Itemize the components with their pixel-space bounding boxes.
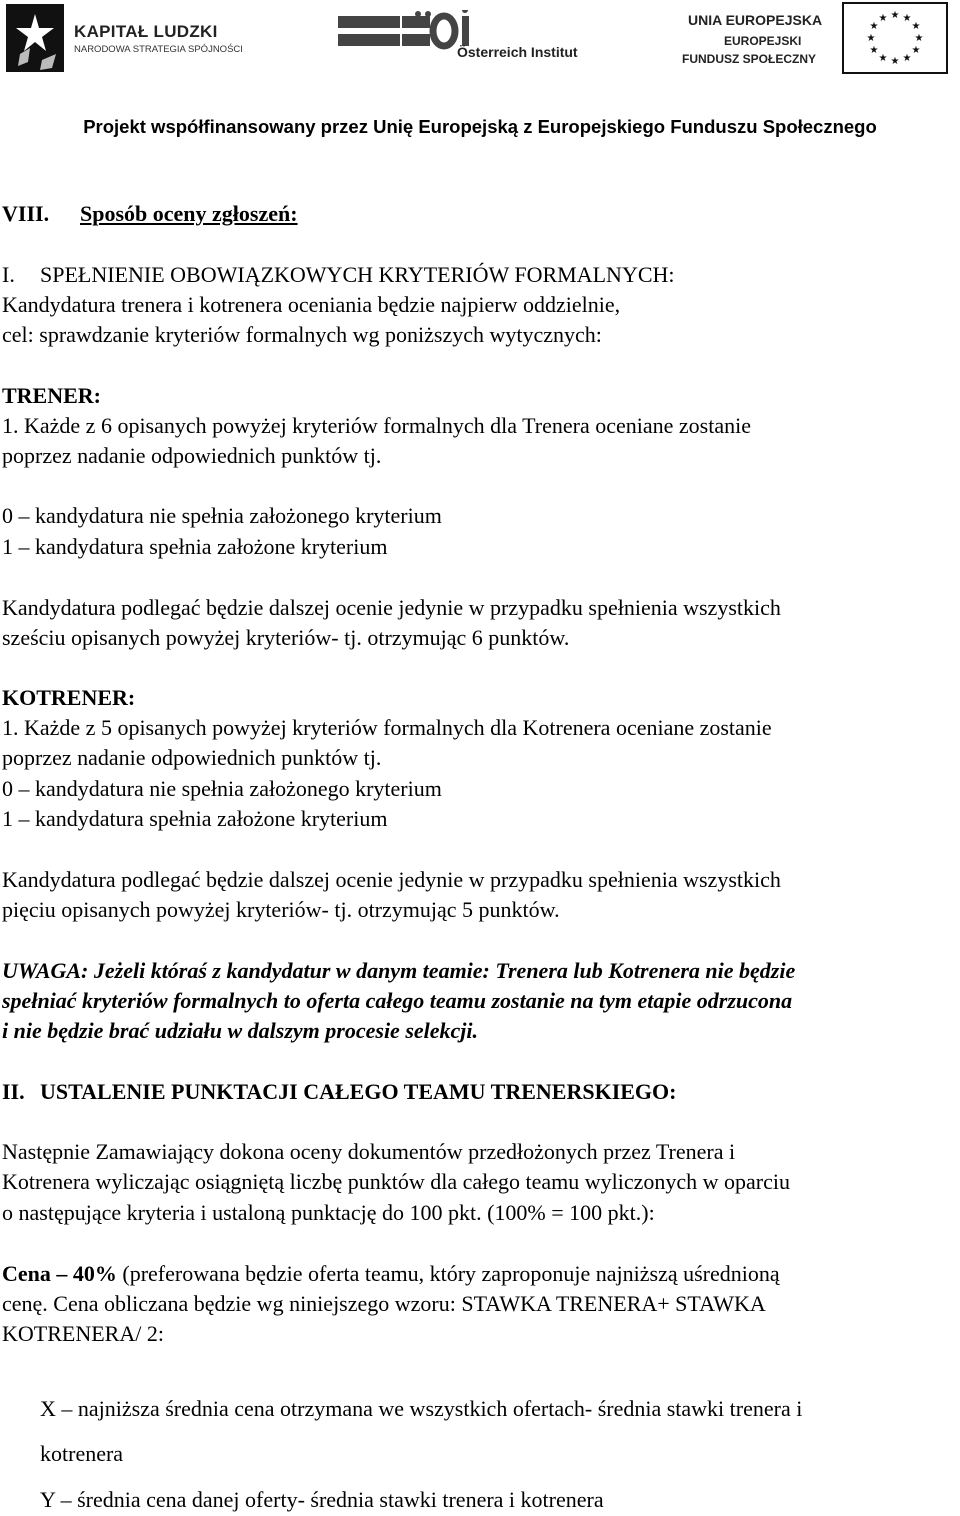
kotrener-paragraph2-line2: pięciu opisanych powyżej kryteriów- tj. otrzymując 5 punktów. xyxy=(2,897,560,922)
trener-paragraph2-line2: sześciu opisanych powyżej kryteriów- tj. otrzymując 6 punktów. xyxy=(2,625,570,650)
trener-label: TRENER: xyxy=(2,383,102,408)
project-funding-line: Projekt współfinansowany przez Unię Europejską z Europejskiego Funduszu Społecznego xyxy=(83,116,877,137)
part1-intro-line1: Kandydatura trenera i kotrenera oceniania będzie najpierw oddzielnie, xyxy=(2,292,621,317)
trener-paragraph1-line1: 1. Każde z 6 opisanych powyżej kryteriów formalnych dla Trenera oceniane zostanie xyxy=(2,413,751,438)
svg-text:★: ★ xyxy=(890,56,900,67)
part2-paragraph1-line1: Następnie Zamawiający dokona oceny dokumentów przedłożonych przez Trenera i xyxy=(2,1139,736,1164)
uwaga-line3: i nie będzie brać udziału w dalszym procesie selekcji. xyxy=(2,1018,479,1043)
part1-number: I. xyxy=(2,262,15,287)
svg-text:★: ★ xyxy=(911,45,921,56)
kapital-ludzki-subtitle: NARODOWA STRATEGIA SPÓJNOŚCI xyxy=(74,44,243,55)
trener-score-1: 1 – kandydatura spełnia założone kryterium xyxy=(2,534,388,559)
ue-line-1: UNIA EUROPEJSKA xyxy=(688,12,823,28)
part2-paragraph1-line3: o następujące kryteria i ustaloną punktację do 100 pkt. (100% = 100 pkt.): xyxy=(2,1200,655,1225)
part2-heading: USTALENIE PUNKTACJI CAŁEGO TEAMU TRENERSKIEGO: xyxy=(40,1079,677,1104)
uwaga-line2: spełniać kryteriów formalnych to oferta całego teamu zostanie na tym etapie odrzucona xyxy=(2,988,793,1013)
x-definition-line2: kotrenera xyxy=(40,1441,124,1466)
eu-flag-icon xyxy=(842,2,948,74)
cena-label: Cena – 40% xyxy=(2,1261,117,1286)
part1-heading: SPEŁNIENIE OBOWIĄZKOWYCH KRYTERIÓW FORMALNYCH: xyxy=(40,262,675,287)
kotrener-paragraph2-line1: Kandydatura podlegać będzie dalszej ocenie jedynie w przypadku spełnienia wszystkich xyxy=(2,867,781,892)
part2-paragraph1-line2: Kotrenera wyliczając osiągniętą liczbę punktów dla całego teamu wyliczonych w oparciu xyxy=(2,1169,791,1194)
svg-text:★: ★ xyxy=(869,45,879,56)
svg-text:★: ★ xyxy=(902,13,912,24)
kapital-ludzki-title: KAPITAŁ LUDZKI xyxy=(74,22,218,41)
svg-text:★: ★ xyxy=(890,10,900,21)
kotrener-score-0: 0 – kandydatura nie spełnia założonego kryterium xyxy=(2,776,442,801)
svg-text:★: ★ xyxy=(878,13,888,24)
svg-text:★: ★ xyxy=(902,53,912,64)
x-definition-line1: X – najniższa średnia cena otrzymana we wszystkich ofertach- średnia stawki trenera i xyxy=(40,1396,803,1421)
ue-line-3: FUNDUSZ SPOŁECZNY xyxy=(682,52,817,66)
cena-line1 xyxy=(2,1261,954,1287)
kotrener-paragraph1-line2: poprzez nadanie odpowiednich punktów tj. xyxy=(2,745,382,770)
ue-line-2: EUROPEJSKI xyxy=(724,34,802,48)
kapital-ludzki-emblem-icon xyxy=(6,4,70,74)
trener-paragraph2-line1: Kandydatura podlegać będzie dalszej ocenie jedynie w przypadku spełnienia wszystkich xyxy=(2,595,781,620)
svg-text:★: ★ xyxy=(866,33,876,44)
trener-score-0: 0 – kandydatura nie spełnia założonego kryterium xyxy=(2,503,442,528)
svg-text:★: ★ xyxy=(869,21,879,32)
svg-text:★: ★ xyxy=(914,33,924,44)
trener-paragraph1-line2: poprzez nadanie odpowiednich punktów tj. xyxy=(2,443,382,468)
y-definition: Y – średnia cena danej oferty- średnia stawki trenera i kotrenera xyxy=(40,1487,604,1512)
part2-number: II. xyxy=(2,1079,25,1104)
uwaga-line1: UWAGA: Jeżeli któraś z kandydatur w danym teamie: Trenera lub Kotrenera nie będzie xyxy=(2,958,796,983)
cena-line3: KOTRENERA/ 2: xyxy=(2,1321,164,1346)
cena-line2: cenę. Cena obliczana będzie wg niniejszego wzoru: STAWKA TRENERA+ STAWKA xyxy=(2,1291,766,1316)
svg-text:★: ★ xyxy=(911,21,921,32)
kotrener-label: KOTRENER: xyxy=(2,685,136,710)
kotrener-paragraph1-line1: 1. Każde z 5 opisanych powyżej kryteriów formalnych dla Kotrenera oceniane zostanie xyxy=(2,715,772,740)
part1-intro-line2: cel: sprawdzanie kryteriów formalnych wg poniższych wytycznych: xyxy=(2,322,602,347)
kotrener-score-1: 1 – kandydatura spełnia założone kryterium xyxy=(2,806,388,831)
cena-line1-rest: (preferowana będzie oferta teamu, który zaproponuje najniższą uśrednioną xyxy=(116,1261,780,1286)
svg-text:★: ★ xyxy=(878,53,888,64)
section-title: Sposób oceny zgłoszeń: xyxy=(80,201,298,226)
osterreich-institut-label: Österreich Institut xyxy=(457,44,578,60)
osterreich-institut-logo xyxy=(338,10,598,70)
section-number: VIII. xyxy=(2,201,50,226)
